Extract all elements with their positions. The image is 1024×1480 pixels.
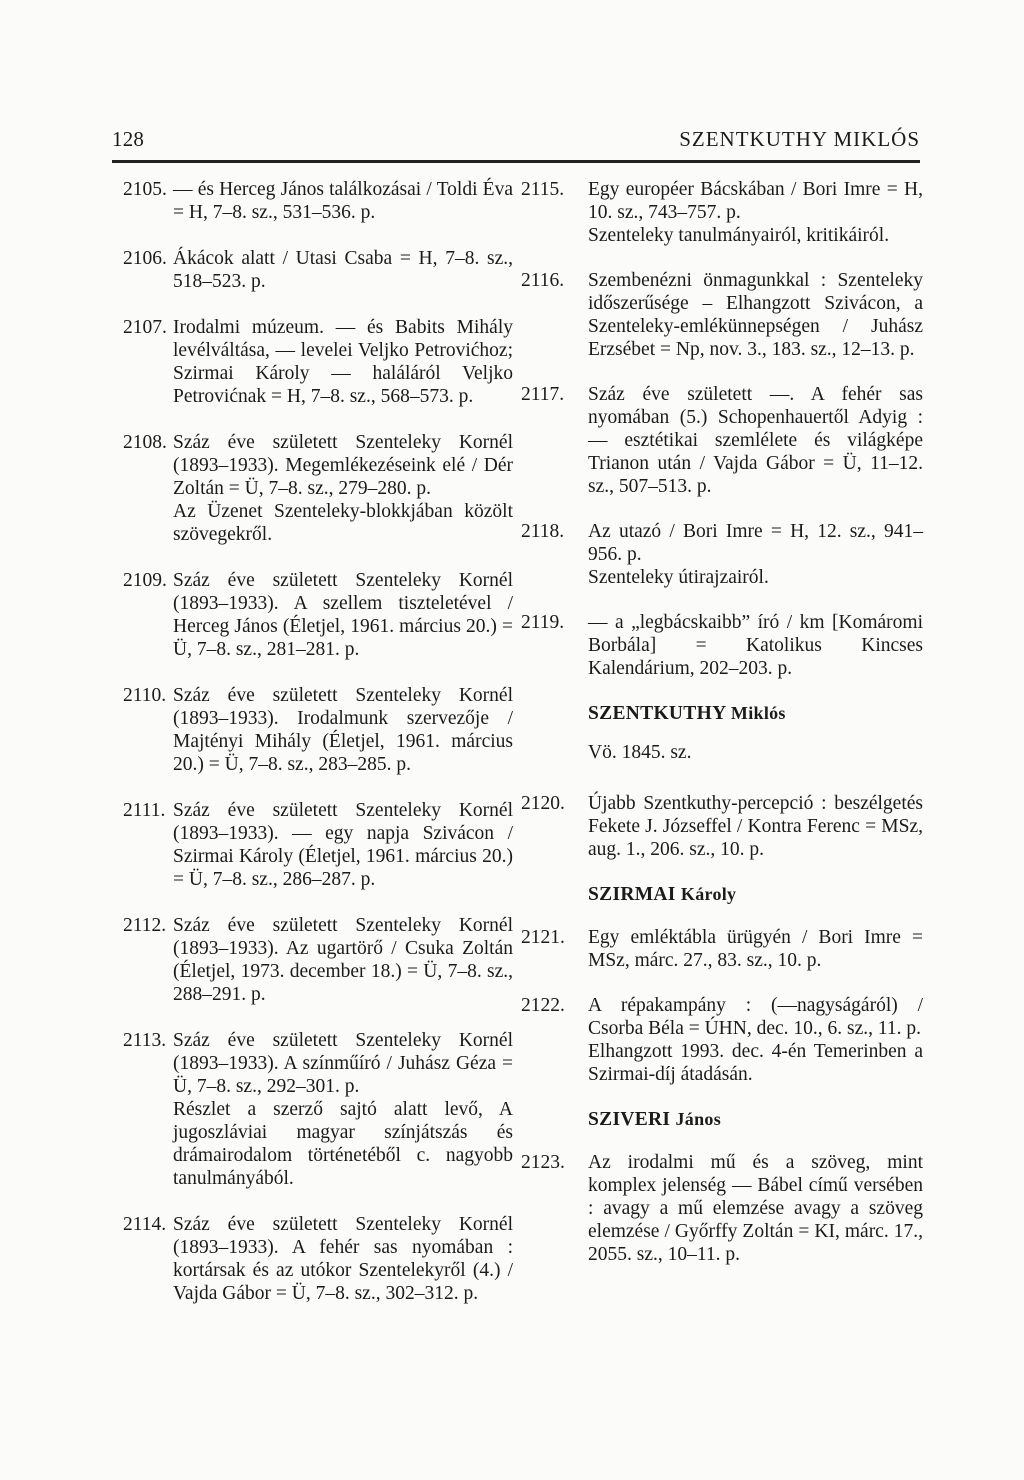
entry-number: 2108.	[123, 432, 167, 453]
bibliography-entry	[123, 1029, 513, 1190]
header-rule	[112, 160, 920, 163]
entry-text: Egy emléktábla ürügyén / Bori Imre = MSz, márc. 27., 83. sz., 10. p.	[588, 927, 923, 971]
author-given-name: János	[675, 1109, 722, 1129]
entry-number: 2107.	[123, 317, 167, 338]
bibliography-entry	[521, 178, 923, 247]
entry-text: Újabb Szentkuthy-percepció : beszélgetés Fekete J. Józseffel / Kontra Ferenc = MSz, aug. 1., 206. sz., 10. p.	[588, 793, 923, 860]
bibliography-entry	[521, 520, 923, 589]
entry-text: — és Herceg János találkozásai / Toldi Éva = H, 7–8. sz., 531–536. p.	[173, 179, 513, 223]
entry-note: Szenteleky tanulmányairól, kritikáiról.	[588, 225, 890, 246]
entry-text: Irodalmi múzeum. — és Babits Mihály levélváltása, — levelei Veljko Petrovićhoz; Szirmai Károly — haláláról Veljko Petrovićnak = H, 7–8. sz., 568–573. p.	[173, 317, 513, 407]
entry-number: 2116.	[521, 270, 565, 291]
page-header	[112, 127, 920, 157]
entry-number: 2112.	[123, 915, 167, 936]
right-column	[521, 178, 923, 1266]
entry-number: 2117.	[521, 384, 565, 405]
entry-note: Elhangzott 1993. dec. 4-én Temerinben a Szirmai-díj átadásán.	[588, 1041, 923, 1085]
bibliography-entry	[123, 1213, 513, 1305]
bibliography-entry	[123, 914, 513, 1006]
bibliography-entry	[123, 799, 513, 891]
entry-text: Száz éve született Szenteleky Kornél (1893–1933). A színműíró / Juhász Géza = Ü, 7–8. sz., 292–301. p.	[173, 1030, 513, 1097]
entry-number: 2115.	[521, 179, 565, 200]
entry-number: 2123.	[521, 1152, 565, 1173]
bibliography-entry	[521, 792, 923, 861]
author-surname: SZIVERI	[588, 1109, 671, 1130]
entry-note: Részlet a szerző sajtó alatt levő, A jugoszláviai magyar színjátszás és drámairodalom történetéből c. nagyobb tanulmányából.	[173, 1099, 513, 1189]
bibliography-entry	[123, 178, 513, 224]
entry-number: 2110.	[123, 685, 167, 706]
entry-text: Az utazó / Bori Imre = H, 12. sz., 941–956. p.	[588, 521, 923, 565]
author-given-name: Miklós	[730, 703, 786, 723]
bibliography-entry	[521, 269, 923, 361]
entry-text: A répakampány : (—nagyságáról) / Csorba Béla = ÚHN, dec. 10., 6. sz., 11. p.	[588, 995, 923, 1039]
left-column	[123, 178, 513, 1328]
entry-text: — a „legbácskaibb” író / km [Komáromi Borbála] = Katolikus Kincses Kalendárium, 202–203. p.	[588, 612, 923, 679]
bibliography-entry	[123, 247, 513, 293]
author-heading	[521, 1108, 923, 1131]
entry-number: 2120.	[521, 793, 565, 814]
entry-number: 2106.	[123, 248, 167, 269]
bibliography-entry	[123, 431, 513, 546]
entry-text: Száz éve született Szenteleky Kornél (1893–1933). Az ugartörő / Csuka Zoltán (Életjel, 1973. december 18.) = Ü, 7–8. sz., 288–291. p.	[173, 915, 513, 1005]
author-given-name: Károly	[680, 884, 737, 904]
entry-note: Az Üzenet Szenteleky-blokkjában közölt szövegekről.	[173, 501, 513, 545]
entry-text: Száz éve született Szenteleky Kornél (1893–1933). Megemlékezéseink elé / Dér Zoltán = Ü, 7–8. sz., 279–280. p.	[173, 432, 513, 499]
entry-text: Az irodalmi mű és a szöveg, mint komplex jelenség — Bábel című versében : avagy a mű elemzése avagy a szöveg elemzése / Győrffy Zoltán = KI, márc. 17., 2055. sz., 10–11. p.	[588, 1152, 923, 1265]
author-surname: SZIRMAI	[588, 884, 676, 905]
page-number: 128	[112, 127, 145, 151]
entry-number: 2111.	[123, 800, 166, 821]
entry-text: Száz éve született Szenteleky Kornél (1893–1933). A szellem tiszteletével / Herceg János (Életjel, 1961. március 20.) = Ü, 7–8. sz., 281–281. p.	[173, 570, 513, 660]
entry-number: 2119.	[521, 612, 565, 633]
entry-text: Egy européer Bácskában / Bori Imre = H, 10. sz., 743–757. p.	[588, 179, 923, 223]
bibliography-entry	[521, 611, 923, 680]
bibliography-entry	[123, 569, 513, 661]
entry-text: Száz éve született —. A fehér sas nyomában (5.) Schopenhauertől Adyig : — esztétikai szemlélete és világképe Trianon után / Vajda Gábor = Ü, 11–12. sz., 507–513. p.	[588, 384, 923, 497]
entry-number: 2121.	[521, 927, 565, 948]
entry-number: 2109.	[123, 570, 167, 591]
bibliography-entry	[521, 383, 923, 498]
entry-note: Szenteleky útirajzairól.	[588, 567, 769, 588]
entry-text: Szembenézni önmagunkkal : Szenteleky időszerűsége – Elhangzott Szivácon, a Szenteleky-emlékünnepségen / Juhász Erzsébet = Np, nov. 3., 183. sz., 12–13. p.	[588, 270, 923, 360]
cross-reference: Vö. 1845. sz.	[588, 742, 692, 763]
author-heading	[521, 883, 923, 906]
entry-number: 2122.	[521, 995, 565, 1016]
running-title: SZENTKUTHY MIKLÓS	[679, 127, 920, 151]
bibliography-entry	[521, 994, 923, 1086]
entry-text: Ákácok alatt / Utasi Csaba = H, 7–8. sz., 518–523. p.	[173, 248, 513, 292]
entry-number: 2114.	[123, 1214, 167, 1235]
bibliography-entry	[521, 1151, 923, 1266]
author-surname: SZENTKUTHY	[588, 703, 726, 724]
bibliography-entry	[521, 926, 923, 972]
entry-number: 2118.	[521, 521, 565, 542]
bibliography-entry	[123, 316, 513, 408]
entry-text: Száz éve született Szenteleky Kornél (1893–1933). Irodalmunk szervezője / Majtényi Mihály (Életjel, 1961. március 20.) = Ü, 7–8. sz., 283–285. p.	[173, 685, 513, 775]
entry-text: Száz éve született Szenteleky Kornél (1893–1933). A fehér sas nyomában : kortársak és az utókor Szentelekyről (4.) / Vajda Gábor = Ü, 7–8. sz., 302–312. p.	[173, 1214, 513, 1304]
entry-number: 2105.	[123, 179, 167, 200]
entry-text: Száz éve született Szenteleky Kornél (1893–1933). — egy napja Szivácon / Szirmai Károly (Életjel, 1961. március 20.) = Ü, 7–8. sz., 286–287. p.	[173, 800, 513, 890]
bibliography-entry	[123, 684, 513, 776]
author-heading	[521, 702, 923, 725]
entry-number: 2113.	[123, 1030, 167, 1051]
